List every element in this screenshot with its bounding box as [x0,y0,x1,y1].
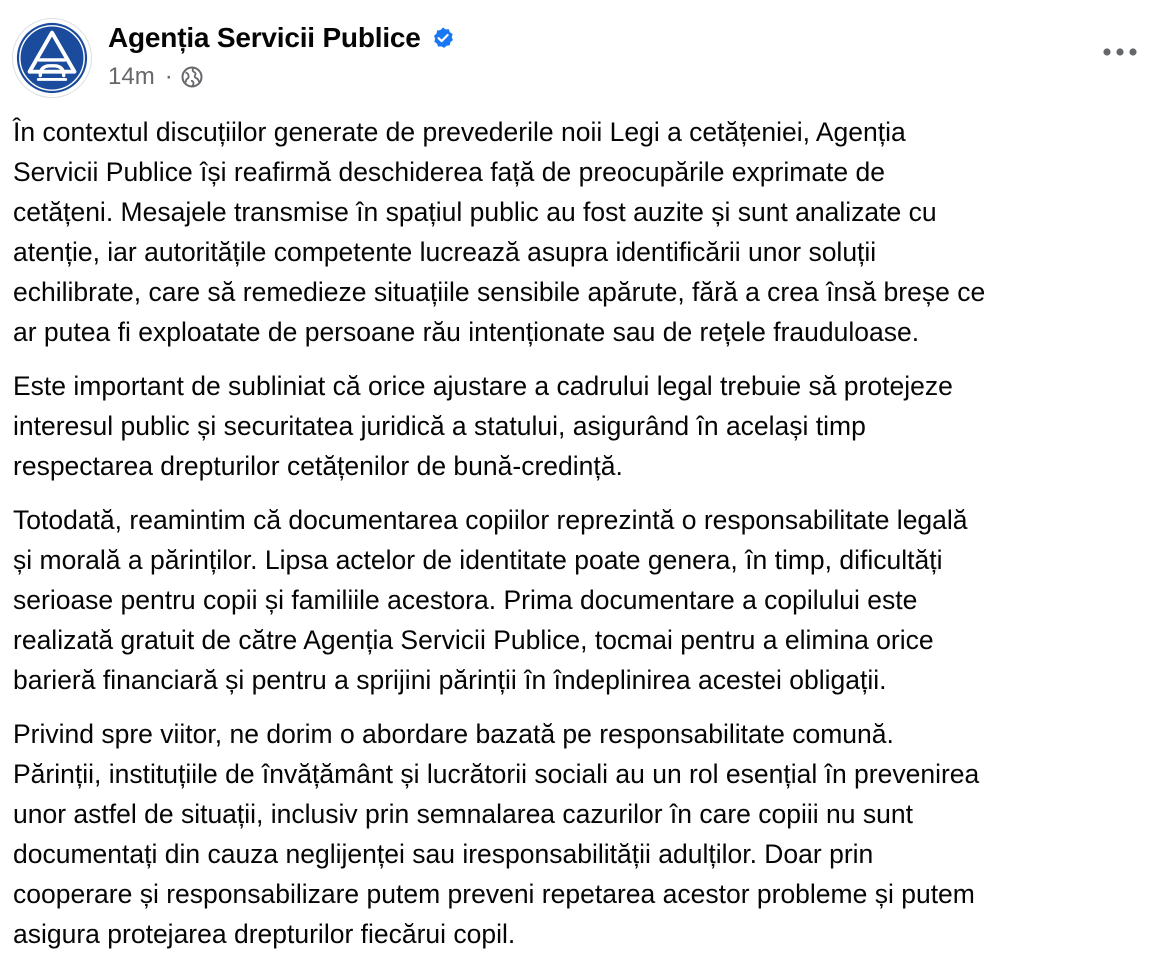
text-line: În contextul discuțiilor generate de prevederile noii Legi a cetățeniei, Agenția [13,117,906,147]
page-name-row [108,20,455,56]
text-line: Totodată, reamintim că documentarea copiilor reprezintă o responsabilitate legală [13,505,968,535]
post-paragraph-1 [13,112,1153,352]
text-line: realizată gratuit de către Agenția Servicii Publice, tocmai pentru a elimina orice [13,625,934,655]
text-line: Servicii Publice își reafirmă deschiderea față de preocupările exprimate de [13,157,885,187]
text-line: Este important de subliniat că orice ajustare a cadrului legal trebuie să protejeze [13,371,953,401]
meta-separator: · [164,63,173,90]
text-line: Privind spre viitor, ne dorim o abordare bazată pe responsabilitate comună. [13,719,894,749]
post-header [12,16,1152,98]
text-line: Părinții, instituțiile de învățământ și lucrătorii sociali au un rol esențial în prevenirea [13,759,980,789]
post-paragraph-3 [13,500,1153,700]
post-meta [108,62,203,92]
page-name[interactable]: Agenția Servicii Publice [108,22,421,53]
text-line: respectarea drepturilor cetățenilor de bună-credință. [13,451,623,481]
text-line: unor astfel de situații, inclusiv prin semnalarea cazurilor în care copiii nu sunt [13,799,913,829]
text-line: cooperare și responsabilizare putem preveni repetarea acestor probleme și putem [13,879,975,909]
text-line: barieră financiară și pentru a sprijini părinții în îndeplinirea acestei obligații. [13,665,887,695]
post-paragraph-4 [13,714,1153,954]
post-text [13,112,1153,968]
text-line: interesul public și securitatea juridică a statului, asigurând în același timp [13,411,866,441]
globe-icon[interactable] [181,66,203,88]
post-timestamp[interactable]: 14m [108,63,155,90]
text-line: documentați din cauza neglijenței sau iresponsabilității adulților. Doar prin [13,839,874,869]
text-line: și morală a părinților. Lipsa actelor de identitate poate genera, în timp, dificultăți [13,545,943,575]
verified-badge-icon [431,26,455,50]
more-options-button[interactable] [1096,32,1144,72]
page-avatar[interactable] [12,18,92,98]
asp-logo-icon [13,19,91,97]
text-line: ar putea fi exploatate de persoane rău intenționate sau de rețele frauduloase. [13,317,920,347]
more-options-icon [1102,47,1138,57]
text-line: atenție, iar autoritățile competente lucrează asupra identificării unor soluții [13,237,877,267]
text-line: asigura protejarea drepturilor fiecărui copil. [13,919,516,949]
text-line: serioase pentru copii și familiile acestora. Prima documentare a copilului este [13,585,918,615]
text-line: cetățeni. Mesajele transmise în spațiul public au fost auzite și sunt analizate cu [13,197,937,227]
post-paragraph-2 [13,366,1153,486]
text-line: echilibrate, care să remedieze situațiile sensibile apărute, fără a crea însă breșe ce [13,277,986,307]
